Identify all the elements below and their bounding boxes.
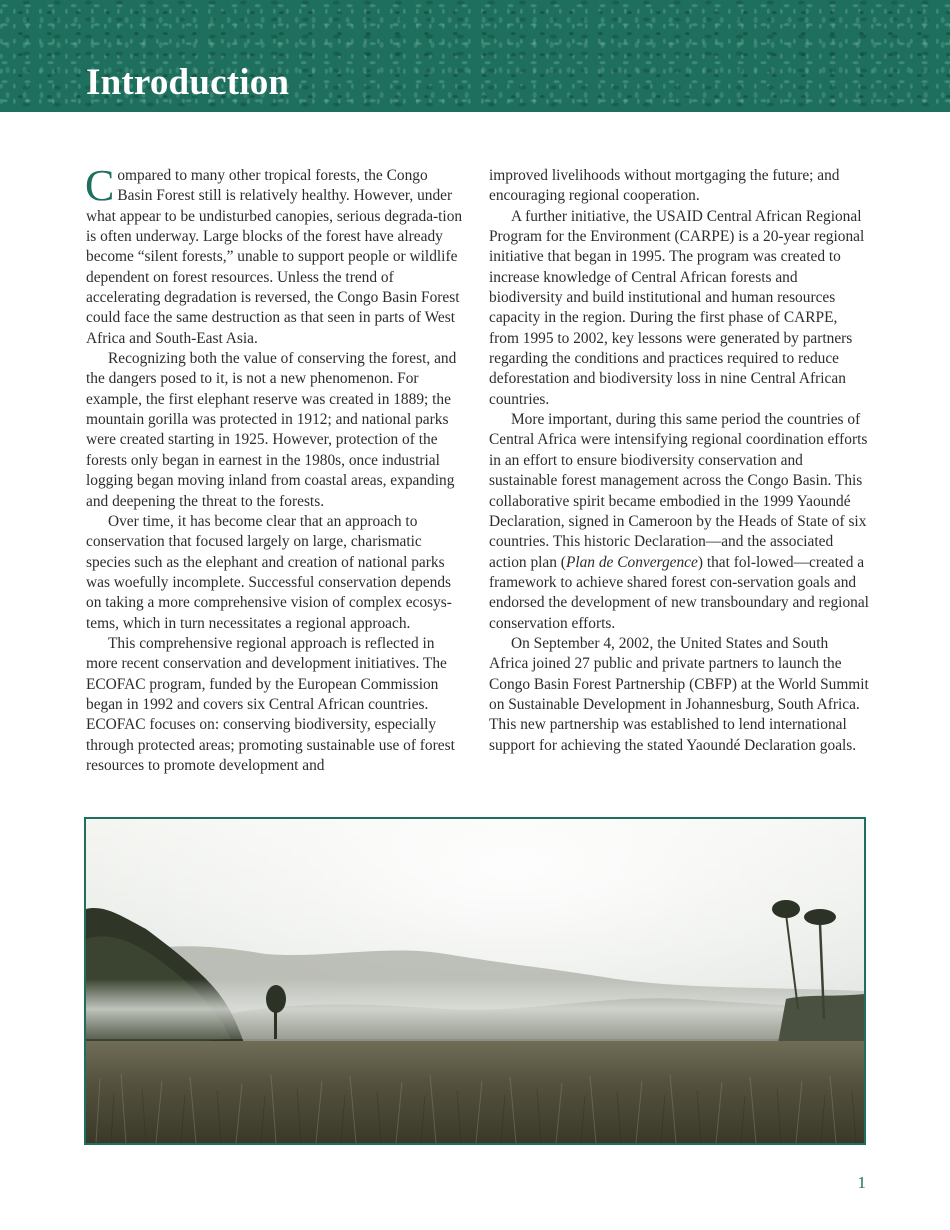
paragraph-6-text-a: More important, during this same period the countries of Central Africa were intensifying regional coordination efforts in an effort to ensure biodiversity conservation and sustainable forest management across the Congo Basin. This collaborative spirit became embodied in the 1999 Yaoundé Declaration, signed in Cameroon by the Heads of State of six countries. This historic Declaration—and the associated action plan ( <box>489 411 868 571</box>
page-number: 1 <box>857 1173 866 1192</box>
paragraph-6 <box>489 410 869 634</box>
paragraph-4-continued: improved livelihoods without mortgaging the future; and encouraging regional cooperation. <box>489 167 840 205</box>
drop-cap: C <box>85 161 115 210</box>
paragraph-4: This comprehensive regional approach is reflected in more recent conservation and development initiatives. The ECOFAC program, funded by the European Commission began in 1992 and covers six Central African countries. ECOFAC focuses on: conserving biodiversity, especially through protected areas; promoting sustainable use of forest resources to promote development and <box>86 634 455 774</box>
paragraph-1 <box>85 161 464 349</box>
right-column <box>489 166 869 756</box>
paragraph-7: On September 4, 2002, the United States and South Africa joined 27 public and private partners to launch the Congo Basin Forest Partnership (CBFP) at the World Summit on Sustainable Development in Johannesburg, South Africa. This new partnership was established to lend international support for achieving the stated Yaoundé Declaration goals. <box>489 634 869 754</box>
paragraph-6-text-b: ) that fol-lowed—created a framework to achieve shared forest con-servation goals and endorsed the development of new transboundary and regional conservation efforts. <box>489 553 869 632</box>
left-column <box>85 161 464 776</box>
paragraph-2: Recognizing both the value of conserving the forest, and the dangers posed to it, is not a new phenomenon. For example, the first elephant reserve was created in 1889; the mountain gorilla was protected in 1912; and national parks were created starting in 1925. However, protection of the forests only began in earnest in the 1980s, once industrial logging began moving inland from coastal areas, expanding and deepening the threat to the forests. <box>86 350 457 510</box>
paragraph-3: Over time, it has become clear that an approach to conservation that focused largely on large, charismatic species such as the elephant and creation of national parks was woefully incomplete. Successful conservation depends on taking a more comprehensive vision of complex ecosys-tems, which in turn necessitates a regional approach. <box>86 512 452 632</box>
landscape-photo <box>84 817 866 1145</box>
misty-forest-grassland-image <box>86 819 864 1143</box>
page-title: Introduction <box>86 62 290 103</box>
plan-de-convergence-title: Plan de Convergence <box>565 553 698 571</box>
paragraph-5: A further initiative, the USAID Central African Regional Program for the Environment (CARPE) is a 20-year regional initiative that began in 1995. The program was created to increase knowledge of Central African forests and biodiversity and build institutional and human resources capacity in the region. During the first phase of CARPE, from 1995 to 2002, key lessons were generated by partners regarding the conditions and practices required to reduce deforestation and biodiversity loss in nine Central African countries. <box>489 207 865 408</box>
paragraph-1-text: ompared to many other tropical forests, the Congo Basin Forest still is relatively healthy. However, under what appear to be undisturbed canopies, serious degrada-tion is often underway. Large blocks of the forest have already become “silent forests,” unable to support people or wildlife dependent on forest resources. Unless the trend of accelerating degradation is reversed, the Congo Basin Forest could face the same destruction as that seen in parts of West Africa and South-East Asia. <box>86 167 463 347</box>
header-banner <box>0 0 950 112</box>
